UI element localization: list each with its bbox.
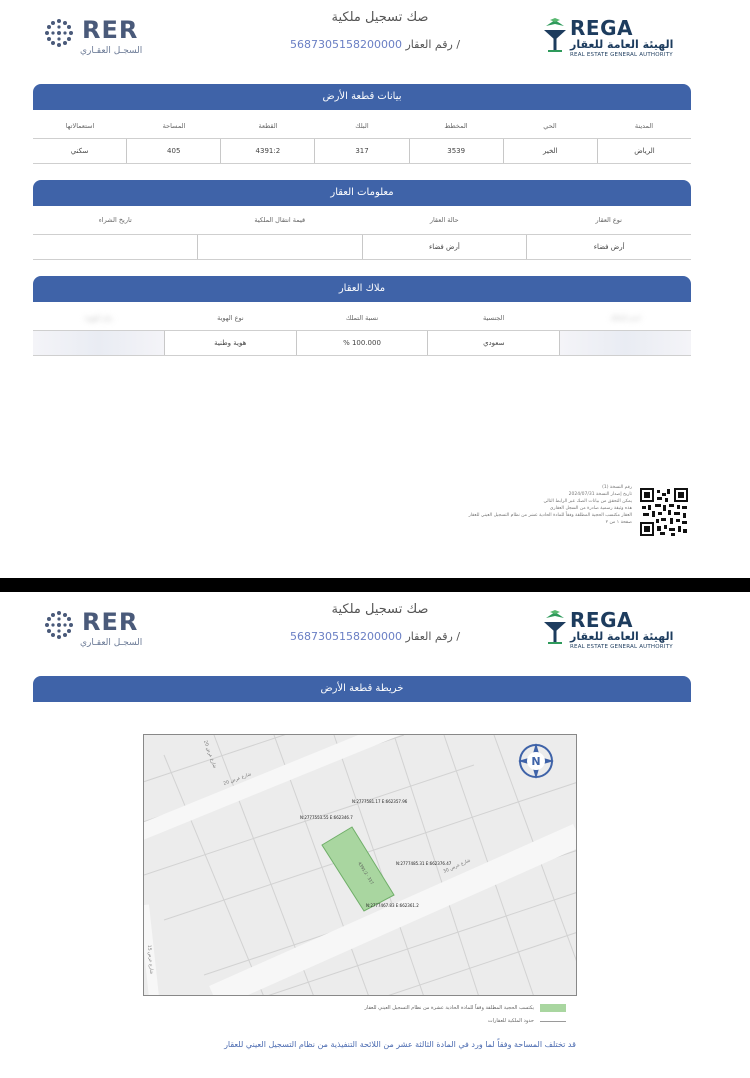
rer-name: RER: [82, 608, 139, 636]
parcel-map-drawing: [144, 735, 577, 996]
page-divider: [0, 578, 750, 592]
land-header-plan: المخطط: [444, 122, 468, 130]
rer-subtitle: السجـل العقـاري: [80, 638, 143, 648]
deed-number: 5687305158200000: [290, 38, 402, 51]
rer-logo: [44, 608, 154, 656]
rega-logo: [540, 606, 700, 654]
area-footnote: قد تختلف المساحة وفقاً لما ورد في المادة الثالثة عشر من اللائحة التنفيذية من نظام التسجيل العيني للعقار: [224, 1040, 576, 1049]
property-header-purchase-date: تاريخ الشراء: [98, 216, 132, 224]
coord-se: N:2777485.31 E:662376.47: [396, 861, 452, 866]
rega-name: REGA: [570, 16, 633, 40]
property-value-transfer-value: [197, 235, 362, 259]
land-value-block: 317: [314, 139, 408, 163]
land-header-row: [33, 122, 691, 130]
deed-title: صك تسجيل ملكية: [331, 10, 429, 25]
land-header-area: المساحة: [162, 122, 186, 130]
rega-arabic-name: الهيئة العامة للعقار: [570, 38, 674, 51]
land-header-district: الحي: [543, 122, 557, 130]
owners-table: [33, 302, 691, 358]
property-value-row: [33, 234, 691, 260]
legend-row-parcel: [160, 1004, 566, 1012]
deed-title: صك تسجيل ملكية: [331, 602, 429, 617]
rer-mark-icon: [44, 610, 74, 640]
map-section-bar: خريطة قطعة الأرض: [33, 676, 691, 702]
note-issue-date: تاريخ إصدار النسخة 2024/07/31: [568, 492, 632, 497]
owners-value-id-type: هوية وطنية: [164, 331, 296, 355]
property-header-transfer-value: قيمة انتقال الملكية: [254, 216, 306, 224]
rer-mark-icon: [44, 18, 74, 48]
deed-number-row: [290, 630, 460, 643]
map-legend: [160, 1004, 566, 1030]
legend-label-parcel: يكتسب الحجية المطلقة وفقاً للمادة الحادية عشرة من نظام التسجيل العيني للعقار: [364, 1005, 534, 1011]
owners-header-name: اسم المالك: [609, 314, 641, 322]
rer-name: RER: [82, 16, 139, 44]
rega-name: REGA: [570, 608, 633, 632]
land-table: [33, 110, 691, 166]
land-header-city: المدينة: [634, 122, 654, 130]
document-notes: [420, 484, 632, 526]
legend-swatch-parcel: [540, 1004, 566, 1012]
land-value-area: 405: [126, 139, 220, 163]
owners-value-name: [559, 331, 691, 355]
property-section-bar: معلومات العقار: [33, 180, 691, 206]
land-header-plot: القطعة: [258, 122, 278, 130]
street-label-2: شارع عرض 20: [202, 739, 217, 770]
owners-section-bar: ملاك العقار: [33, 276, 691, 302]
note-verify-link: يمكن التحقق من بيانات الصك عبر الرابط التالي: [543, 499, 632, 504]
property-table: [33, 206, 691, 262]
land-value-use: سكني: [70, 147, 89, 155]
deed-title-block: [230, 602, 530, 617]
land-header-use: استعمالاتها: [65, 122, 95, 130]
property-value-status: أرض فضاء: [362, 235, 527, 259]
parcel-map: [143, 734, 577, 996]
land-value-plan: 3539: [409, 139, 503, 163]
property-value-purchase-date: [33, 235, 197, 259]
street-label-4: شارع عرض 15: [146, 944, 154, 975]
coord-nw: N:2777553.55 E:662346.7: [300, 815, 353, 820]
parcel-label: 4391:2 · 317: [357, 860, 375, 886]
street-label-1: شارع عرض 20: [222, 772, 253, 787]
deed-number-row: [290, 38, 460, 51]
rega-english-name: REAL ESTATE GENERAL AUTHORITY: [570, 644, 673, 650]
deed-number-label: رقم العقار /: [405, 630, 461, 643]
owners-header-nationality: الجنسية: [483, 314, 505, 322]
land-value-district: الخير: [503, 139, 597, 163]
rega-logo: [540, 14, 700, 62]
owners-header-id-number: رقم الهوية: [84, 314, 113, 322]
legend-swatch-boundary: [540, 1021, 566, 1022]
deed-page-2: [0, 592, 750, 1078]
deed-title-block: [230, 10, 530, 25]
coord-ne: N:2777581.17 E:662357.96: [352, 799, 408, 804]
owners-value-row: [33, 330, 691, 356]
owners-header-row: [33, 314, 691, 322]
owners-header-share: نسبة التملك: [345, 314, 379, 322]
land-section-bar: بيانات قطعة الأرض: [33, 84, 691, 110]
palm-icon: [542, 16, 568, 54]
coord-sw: N:2777467.83 E:662361.2: [366, 903, 419, 908]
property-value-type: أرض فضاء: [526, 235, 691, 259]
note-official-doc: هذه وثيقة رسمية صادرة من السجل العقاري: [549, 506, 632, 511]
rer-logo: [44, 16, 154, 64]
land-value-plot: 4391:2: [220, 139, 314, 163]
owners-value-id-number: [33, 331, 164, 355]
rega-english-name: REAL ESTATE GENERAL AUTHORITY: [570, 52, 673, 58]
rer-subtitle: السجـل العقـاري: [80, 46, 143, 56]
qr-code-icon: [640, 488, 688, 536]
note-legal: العقار مكتسب الحجية المطلقة وفقاً للمادة الحادية عشر من نظام التسجيل العيني للعقار: [468, 513, 632, 518]
legend-label-boundary: حدود الملكية للعقارات: [487, 1018, 534, 1024]
property-header-type: نوع العقار: [595, 216, 622, 224]
legend-row-boundary: [160, 1018, 566, 1024]
rega-arabic-name: الهيئة العامة للعقار: [570, 630, 674, 643]
land-header-block: البلك: [355, 122, 369, 130]
land-value-city: الرياض: [597, 139, 691, 163]
deed-number-label: رقم العقار /: [405, 38, 461, 51]
note-copy-number: رقم النسخة (1): [602, 485, 632, 490]
property-header-status: حالة العقار: [429, 216, 459, 224]
owners-value-share: 100.000 %: [296, 331, 428, 355]
owners-value-nationality: سعودي: [427, 331, 559, 355]
owners-header-id-type: نوع الهوية: [217, 314, 244, 322]
palm-icon: [542, 608, 568, 646]
north-label: N: [531, 755, 541, 768]
deed-number: 5687305158200000: [290, 630, 402, 643]
note-page-number: صفحة ١ من ٢: [605, 520, 632, 525]
land-value-row: [33, 138, 691, 164]
street-label-3: شارع عرض 30: [442, 858, 472, 875]
property-header-row: [33, 216, 691, 224]
